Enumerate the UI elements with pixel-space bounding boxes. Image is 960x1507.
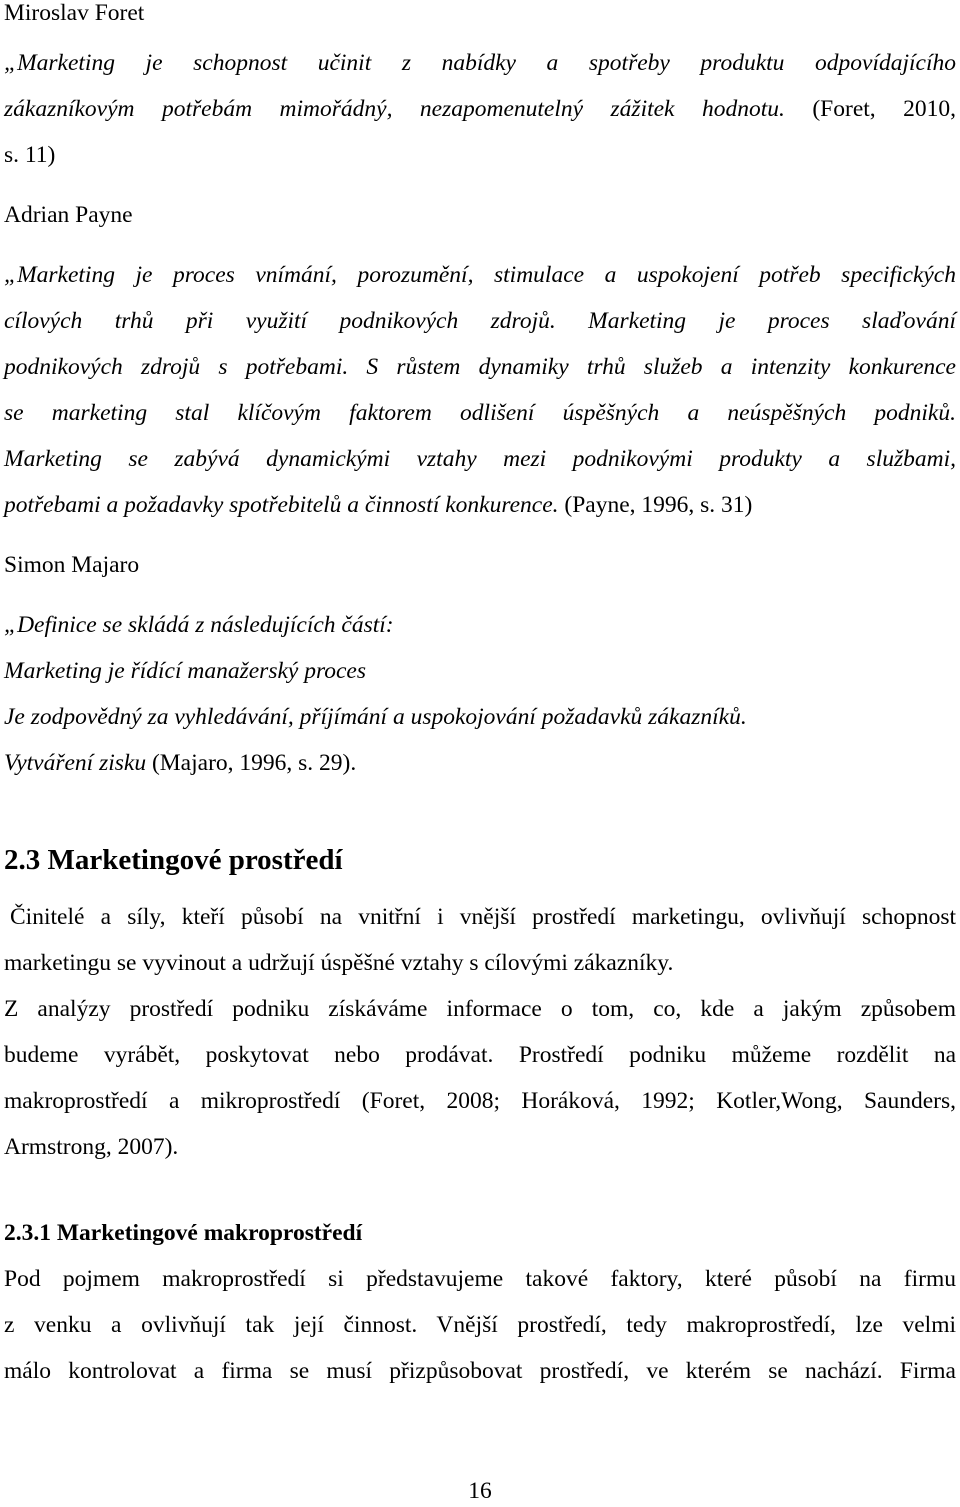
foret-block	[4, 0, 956, 178]
quote-foret-citation: (Foret, 2010,	[784, 96, 956, 122]
section-2-3-1	[4, 1210, 956, 1394]
payne-block	[4, 192, 956, 528]
quote-foret-line-2	[4, 86, 956, 132]
section-2-3	[4, 840, 956, 1170]
section-2-3-p2-line-2: budeme vyrábět, poskytovat nebo prodávat. Prostředí podniku můžeme rozdělit na	[4, 1042, 956, 1068]
section-2-3-1-p1-line-1: Pod pojmem makroprostředí si představujeme takové faktory, které působí na firmu	[4, 1266, 956, 1292]
quote-majaro-citation: (Majaro, 1996, s. 29).	[146, 750, 357, 776]
quote-majaro-text-end: Vytváření zisku	[4, 750, 147, 776]
quote-payne-line-3: podnikových zdrojů s potřebami. S růstem dynamiky trhů služeb a intenzity konkurence	[4, 354, 956, 380]
section-2-3-1-p1-line-3: málo kontrolovat a firma se musí přizpůsobovat prostředí, ve kterém se nachází. Firma	[4, 1358, 956, 1384]
quote-majaro-line-2: Marketing je řídící manažerský proces	[4, 658, 366, 684]
author-majaro: Simon Majaro	[4, 552, 140, 578]
quote-majaro-line-4	[4, 740, 956, 786]
section-heading-2-3: 2.3 Marketingové prostředí	[4, 844, 343, 876]
quote-payne-line-4: se marketing stal klíčovým faktorem odlišení úspěšných a neúspěšných podniků.	[4, 400, 956, 426]
section-2-3-1-p1-line-2: z venku a ovlivňují tak její činnost. Vnější prostředí, tedy makroprostředí, lze velmi	[4, 1312, 956, 1338]
quote-foret-line-3: s. 11)	[4, 142, 56, 168]
quote-payne-text-end: potřebami a požadavky spotřebitelů a činností konkurence.	[4, 492, 559, 518]
section-2-3-p2-line-3: makroprostředí a mikroprostředí (Foret, 2008; Horáková, 1992; Kotler,Wong, Saunders,	[4, 1088, 956, 1114]
quote-majaro-line-3: Je zodpovědný za vyhledávání, příjímání a uspokojování požadavků zákazníků.	[4, 704, 747, 730]
quote-majaro-line-1: „Definice se skládá z následujících částí:	[4, 612, 394, 638]
document-page	[4, 0, 956, 1394]
quote-payne-citation: (Payne, 1996, s. 31)	[558, 492, 753, 518]
quote-foret-text: zákazníkovým potřebám mimořádný, nezapomenutelný zážitek hodnotu.	[4, 96, 785, 122]
author-foret: Miroslav Foret	[4, 0, 145, 26]
section-2-3-p2-line-4: Armstrong, 2007).	[4, 1134, 179, 1160]
section-2-3-p1-line-1: Činitelé a síly, kteří působí na vnitřní i vnější prostředí marketingu, ovlivňují schopnost	[10, 904, 956, 930]
section-2-3-p2-line-1: Z analýzy prostředí podniku získáváme informace o tom, co, kde a jakým způsobem	[4, 996, 956, 1022]
quote-payne-line-5: Marketing se zabývá dynamickými vztahy mezi podnikovými produkty a službami,	[4, 446, 956, 472]
quote-foret-line-1: „Marketing je schopnost učinit z nabídky a spotřeby produktu odpovídajícího	[4, 50, 956, 76]
majaro-block	[4, 542, 956, 786]
section-2-3-p1-line-2: marketingu se vyvinout a udržují úspěšné vztahy s cílovými zákazníky.	[4, 950, 674, 976]
page-number: 16	[468, 1478, 492, 1504]
quote-payne-line-6	[4, 482, 956, 528]
quote-payne-line-1: „Marketing je proces vnímání, porozumění, stimulace a uspokojení potřeb specifických	[4, 262, 956, 288]
section-heading-2-3-1: 2.3.1 Marketingové makroprostředí	[4, 1220, 363, 1246]
author-payne: Adrian Payne	[4, 202, 133, 228]
quote-payne-line-2: cílových trhů při využití podnikových zdrojů. Marketing je proces slaďování	[4, 308, 956, 334]
